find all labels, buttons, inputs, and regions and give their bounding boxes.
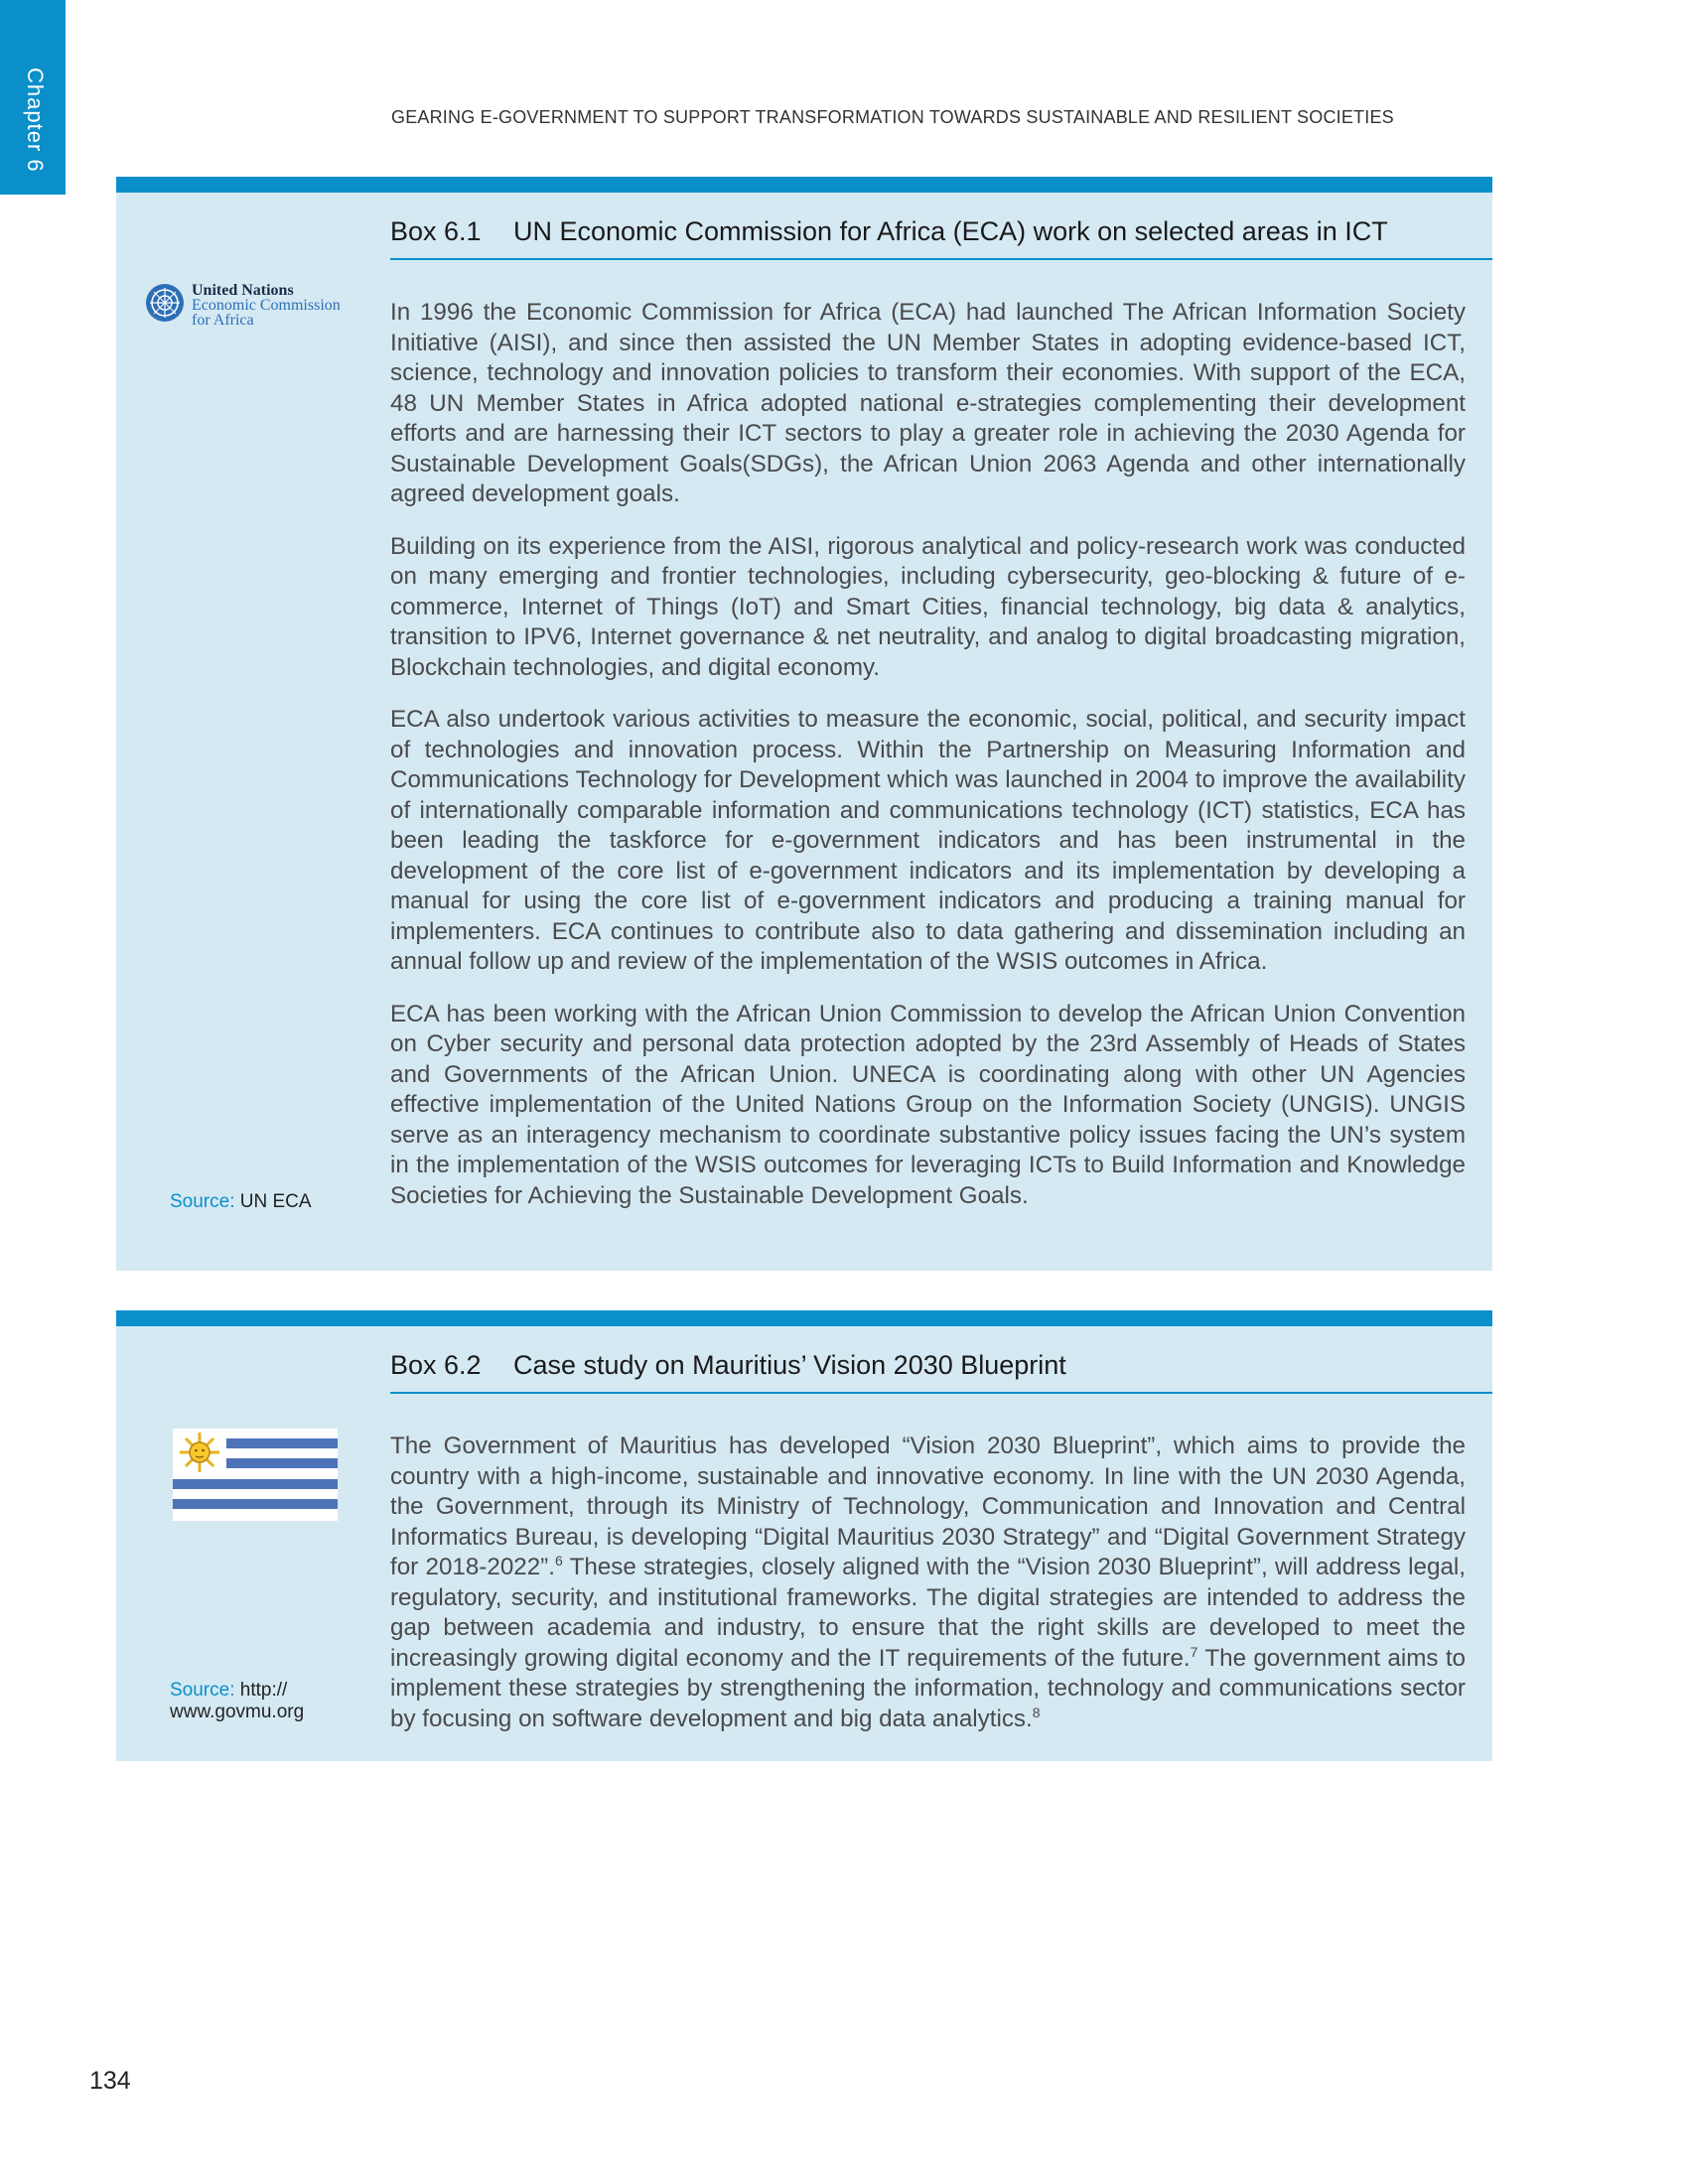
sun-of-may-icon: [180, 1433, 219, 1472]
box-body: [390, 298, 1466, 1233]
source-note: [170, 1191, 312, 1213]
box-6-1: [116, 177, 1492, 1271]
paragraph: [390, 1432, 1466, 1734]
source-value: UN ECA: [239, 1191, 312, 1212]
page-number: 134: [89, 2067, 131, 2095]
body-text: The Government of Mauritius has developed “Vision 2030 Blueprint”, which aims to provide the country with a high-income, sustainable and innovative economy. In line with the UN 2030 Agenda, the Government, through its Ministry of Technology, Communication and Innovation and Central Informatics Bureau, is developing “Digital Mauritius 2030 Strategy” and “Digital Government Strategy for 2018-2022”.: [390, 1433, 1466, 1580]
footnote-ref: 8: [1032, 1704, 1041, 1720]
source-label: Source:: [170, 1191, 235, 1212]
box-body: [390, 1432, 1466, 1756]
uruguay-flag-image: [173, 1429, 338, 1521]
source-note: [170, 1680, 304, 1723]
box-6-2: [116, 1310, 1492, 1761]
source-value-line2: www.govmu.org: [170, 1702, 305, 1722]
source-value-line1: http://: [239, 1680, 288, 1701]
chapter-tab: [0, 0, 66, 195]
box-heading: UN Economic Commission for Africa (ECA) work on selected areas in ICT: [513, 216, 1388, 246]
box-title: [390, 1350, 1492, 1394]
paragraph: In 1996 the Economic Commission for Africa (ECA) had launched The African Information Society Initiative (AISI), and since then assisted the UN Member States in adopting evidence-based ICT, science, technology and innovation policies to transform their economies. With support of the ECA, 48 UN Member States in Africa adopted national e-strategies complementing their development efforts and are harnessing their ICT sectors to play a greater role in achieving the 2030 Agenda for Sustainable Development Goals(SDGs), the African Union 2063 Agenda and other internationally agreed development goals.: [390, 299, 1466, 507]
box-number: Box 6.1: [390, 216, 482, 246]
paragraph: ECA also undertook various activities to measure the economic, social, political, and security impact of technologies and innovation process. Within the Partnership on Measuring Information and Communications Technology for Development which was launched in 2004 to improve the availability of internationally comparable information and communications technology (ICT) statistics, ECA has been leading the taskforce for e-government indicators and has been instrumental in the development of the core list of e-government indicators and its implementation by developing a manual for using the core list of e-government indicators and producing a training manual for implementers. ECA continues to contribute also to data gathering and dissemination including an annual follow up and review of the implementation of the WSIS outcomes in Africa.: [390, 706, 1466, 975]
logo-line-1: United Nations: [192, 282, 294, 299]
chapter-tab-label: Chapter 6: [23, 68, 48, 173]
uneca-logo: [144, 282, 362, 332]
box-heading: Case study on Mauritius’ Vision 2030 Blueprint: [513, 1350, 1066, 1380]
box-title: [390, 216, 1492, 260]
box-number: Box 6.2: [390, 1350, 482, 1380]
running-header: GEARING E-GOVERNMENT TO SUPPORT TRANSFORMATION TOWARDS SUSTAINABLE AND RESILIENT SOCIETIES: [391, 107, 1394, 127]
logo-line-2: Economic Commission: [192, 297, 341, 314]
source-label: Source:: [170, 1680, 235, 1701]
footnote-ref: 6: [554, 1552, 563, 1569]
body-text: The government aims to implement these strategies by strengthening the information, technology and communications sector by focusing on software development and big data analytics.: [390, 1644, 1466, 1732]
un-emblem-icon: [144, 282, 186, 324]
paragraph: Building on its experience from the AISI, rigorous analytical and policy-research work was conducted on many emerging and frontier technologies, including cybersecurity, geo-blocking & future of e-commerce, Internet of Things (IoT) and Smart Cities, financial technology, big data & analytics, transition to IPV6, Internet governance & net neutrality, and analog to digital broadcasting migration, Blockchain technologies, and digital economy.: [390, 532, 1466, 681]
footnote-ref: 7: [1190, 1643, 1198, 1660]
body-text: These strategies, closely aligned with the “Vision 2030 Blueprint”, will address legal, regulatory, security, and institutional frameworks. The digital strategies are intended to address the gap between academia and industry, to ensure that the right skills are developed to meet the increasingly growing digital economy and the IT requirements of the future.: [390, 1554, 1466, 1672]
logo-line-3: for Africa: [192, 312, 254, 329]
paragraph: ECA has been working with the African Union Commission to develop the African Union Convention on Cyber security and personal data protection adopted by the 23rd Assembly of Heads of States and Governments of the African Union. UNECA is coordinating along with other UN Agencies effective implementation of the United Nations Group on the Information Society (UNGIS). UNGIS serve as an interagency mechanism to coordinate substantive policy issues facing the UN’s system in the implementation of the WSIS outcomes for leveraging ICTs to Build Information and Knowledge Societies for Achieving the Sustainable Development Goals.: [390, 1000, 1466, 1209]
